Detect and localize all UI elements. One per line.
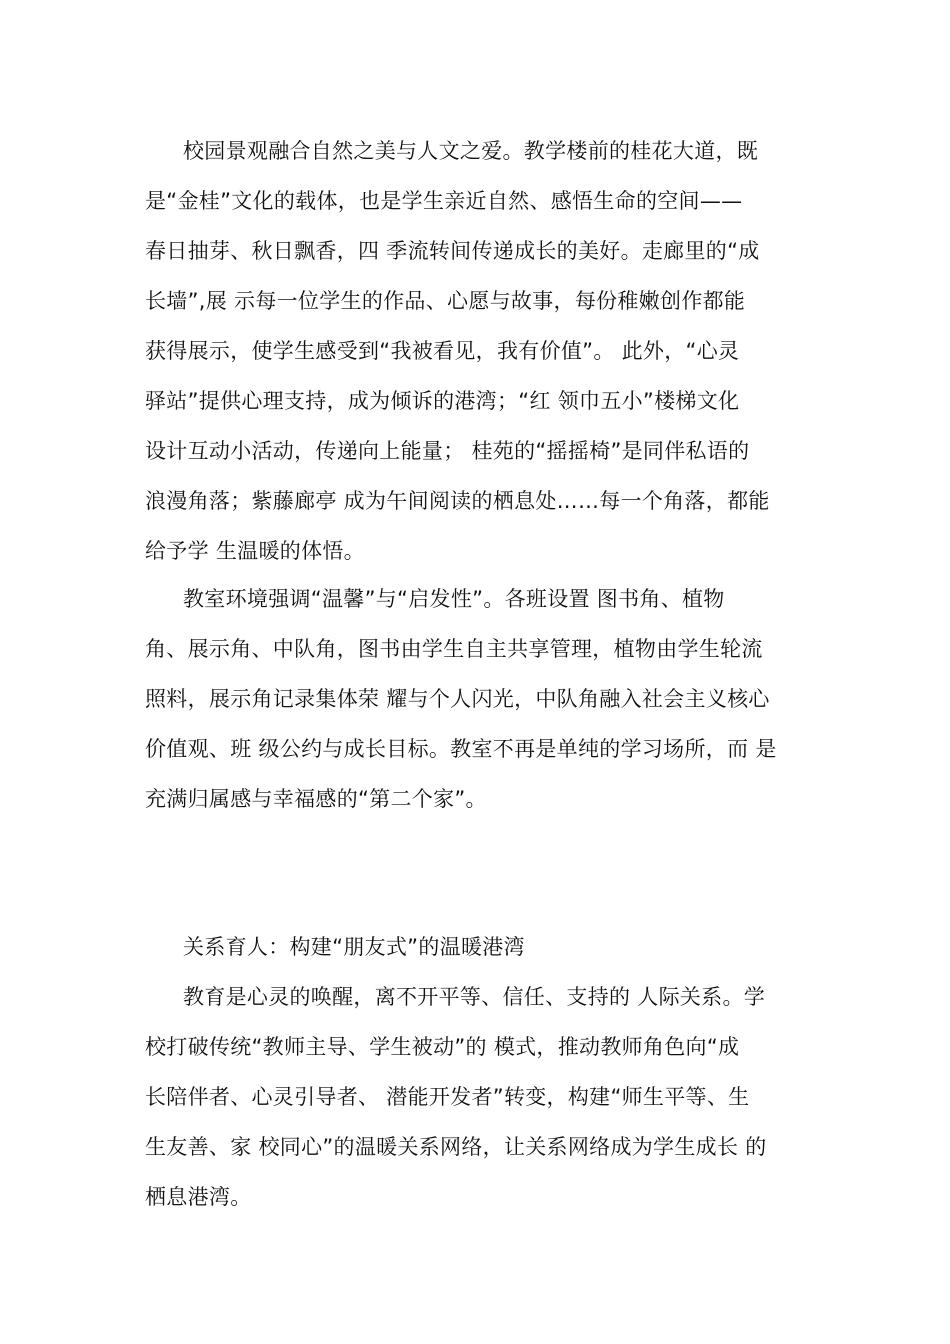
text-line: 价值观、班 级公约与成长目标。教室不再是单纯的学习场所，而 是 (145, 737, 777, 761)
text-line: 长陪伴者、心灵引导者、 潜能开发者”转变，构建“师生平等、生 (145, 1085, 750, 1109)
section-heading: 关系育人：构建“朋友式”的温暖港湾 (183, 935, 525, 959)
text-line: 给予学 生温暖的体悟。 (145, 539, 365, 563)
text-line: 角、展示角、中队角，图书由学生自主共享管理，植物由学生轮流 (145, 637, 763, 661)
text-line: 长墙”,展 示每一位学生的作品、心愿与故事，每份稚嫩创作都能 (145, 289, 746, 313)
text-line: 校打破传统“教师主导、学生被动”的 模式，推动教师角色向“成 (145, 1035, 740, 1059)
text-line: 是“金桂”文化的载体，也是学生亲近自然、感悟生命的空间—— (145, 189, 743, 213)
text-line: 充满归属感与幸福感的“第二个家”。 (145, 787, 487, 811)
text-line: 照料，展示角记录集体荣 耀与个人闪光，中队角融入社会主义核心 (145, 687, 770, 711)
text-line: 生友善、家 校同心”的温暖关系网络，让关系网络成为学生成长 的 (145, 1135, 767, 1159)
text-line: 教育是心灵的唤醒，离不开平等、信任、支持的 人际关系。学 (183, 985, 766, 1009)
text-line: 驿站”提供心理支持，成为倾诉的港湾；“红 领巾五小”楼梯文化 (145, 389, 740, 413)
text-line: 浪漫角落；紫藤廊亭 成为午间阅读的栖息处……每一个角落，都能 (145, 489, 770, 513)
text-line: 设计互动小活动，传递向上能量； 桂苑的“摇摇椅”是同伴私语的 (145, 439, 750, 463)
text-line: 栖息港湾。 (145, 1185, 252, 1209)
text-line: 校园景观融合自然之美与人文之爱。教学楼前的桂花大道，既 (183, 139, 759, 163)
text-line: 教室环境强调“温馨”与“启发性”。各班设置 图书角、植物 (183, 587, 725, 611)
text-line: 获得展示，使学生感受到“我被看见，我有价值”。 此外，“心灵 (145, 339, 740, 363)
text-line: 春日抽芽、秋日飘香，四 季流转间传递成长的美好。走廊里的“成 (145, 239, 760, 263)
